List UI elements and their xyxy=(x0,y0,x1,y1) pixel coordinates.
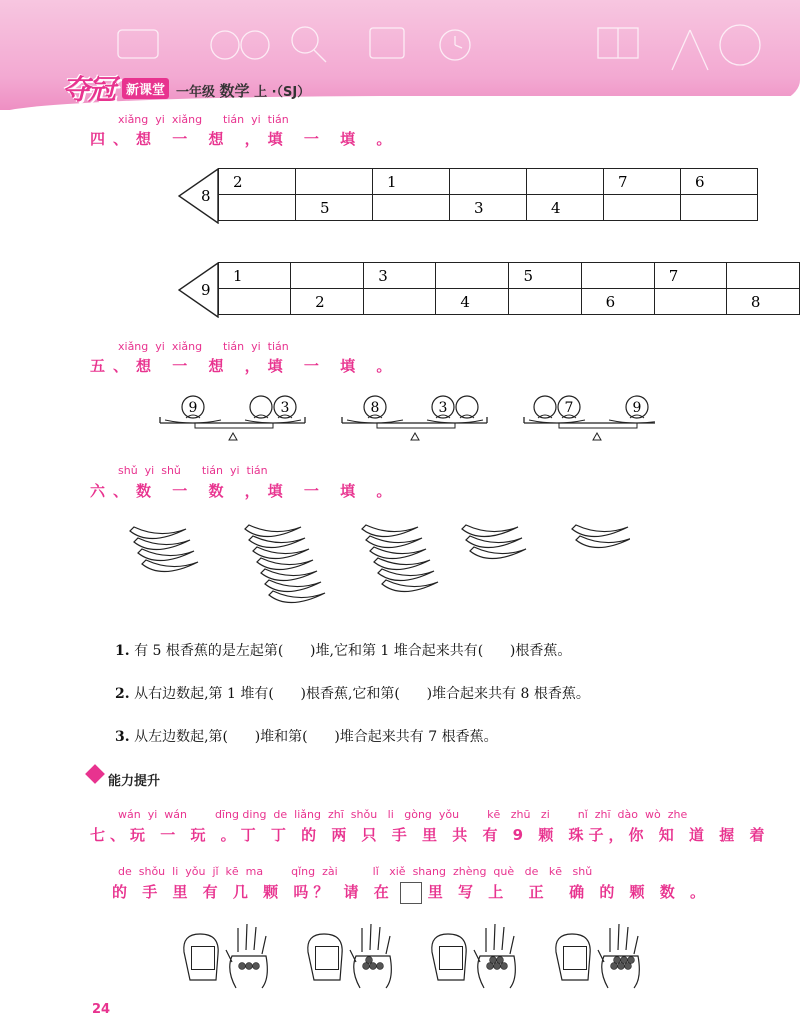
balance-scale xyxy=(524,396,655,440)
house2-cell[interactable]: 7 xyxy=(654,263,726,289)
banana-pile xyxy=(130,527,198,572)
question-2-text: 从右边数起,第 1 堆有( )根香蕉,它和第( )堆合起来共有 8 根香蕉。 xyxy=(134,686,590,702)
house1-cell[interactable]: 4 xyxy=(527,195,604,221)
house2-cell[interactable]: 4 xyxy=(436,289,509,315)
house1-cell[interactable]: 7 xyxy=(604,169,681,195)
banana-icon xyxy=(245,525,301,537)
question-3-number: 3. xyxy=(115,729,130,745)
house2-cell[interactable] xyxy=(509,289,581,315)
balance-scales xyxy=(155,390,655,445)
hand-answer-box-4[interactable] xyxy=(563,946,587,970)
section7-title-2 xyxy=(112,881,710,904)
bead-icon xyxy=(370,963,377,970)
bead-icon xyxy=(628,957,635,964)
house1-cell[interactable]: 6 xyxy=(681,169,758,195)
bead-icon xyxy=(614,957,621,964)
house2-cell[interactable] xyxy=(581,263,654,289)
house2-cell[interactable] xyxy=(726,263,799,289)
banana-pile xyxy=(572,525,630,548)
house1-cell[interactable]: 1 xyxy=(373,169,450,195)
house1-cell[interactable] xyxy=(296,169,373,195)
header-decoration xyxy=(0,0,800,110)
section7-pinyin-1: wán yi wán dīng ding de liǎng zhī shǒu li gòng yǒu kē zhū zi nǐ zhī dào wò zhe xyxy=(118,808,688,821)
house1-cell[interactable]: 5 xyxy=(296,195,373,221)
question-3 xyxy=(115,726,498,746)
open-hand-icon xyxy=(598,924,639,988)
banana-icon xyxy=(257,558,313,570)
banana-icon xyxy=(142,560,198,572)
bead-icon xyxy=(366,957,373,964)
peach-label: 9 xyxy=(188,400,198,416)
banana-icon xyxy=(470,547,526,559)
peach-label: 9 xyxy=(632,400,642,416)
banana-piles xyxy=(110,515,630,615)
banana-icon xyxy=(265,580,321,592)
banana-icon xyxy=(366,536,422,548)
bead-icon xyxy=(497,957,504,964)
question-3-text: 从左边数起,第( )堆和第( )堆合起来共有 7 根香蕉。 xyxy=(134,729,498,745)
house1-roof xyxy=(178,168,220,224)
house2-grid xyxy=(218,262,800,315)
section7-title-2b: 里 写 上 正 确 的 颗 数 。 xyxy=(427,883,711,901)
house2-cell[interactable] xyxy=(436,263,509,289)
section6-title: 六、数 一 数 ，填 一 填 。 xyxy=(90,482,400,500)
open-hand-icon xyxy=(474,924,515,988)
banana-icon xyxy=(374,558,430,570)
banana-pile xyxy=(462,525,526,559)
question-1 xyxy=(115,640,571,660)
house1-cell[interactable] xyxy=(373,195,450,221)
question-2 xyxy=(115,683,590,703)
bead-icon xyxy=(501,963,508,970)
section7-title-2a: 的 手 里 有 几 颗 吗？ 请 在 xyxy=(112,883,394,901)
house2-cell[interactable] xyxy=(291,263,364,289)
banana-pile xyxy=(245,525,325,603)
house1-number: 8 xyxy=(201,187,211,205)
house2-number: 9 xyxy=(201,281,211,299)
bead-icon xyxy=(490,957,497,964)
balance-scale xyxy=(160,396,305,440)
house1-cell[interactable] xyxy=(219,195,296,221)
peach-label: 8 xyxy=(370,400,380,416)
house2-cell[interactable]: 8 xyxy=(726,289,799,315)
banana-icon xyxy=(138,549,194,561)
section7-title-1: 七、玩 一 玩 。丁 丁 的 两 只 手 里 共 有 9 颗 珠子，你 知 道 握 着 xyxy=(90,826,770,844)
banana-icon xyxy=(249,536,305,548)
volume-label: 上 ·（SJ） xyxy=(254,85,311,100)
section4-title: 四、想 一 想 ，填 一 填 。 xyxy=(90,130,400,148)
banana-icon xyxy=(466,536,522,548)
page-number: 24 xyxy=(92,1002,111,1017)
question-1-text: 有 5 根香蕉的是左起第( )堆,它和第 1 堆合起来共有( )根香蕉。 xyxy=(134,643,572,659)
bead-icon xyxy=(253,963,260,970)
open-hand-icon xyxy=(226,924,267,988)
section4-pinyin: xiǎng yi xiǎng tián yi tián xyxy=(118,113,289,126)
house2-cell[interactable] xyxy=(364,289,436,315)
banana-icon xyxy=(269,591,325,603)
house1-grid xyxy=(218,168,758,221)
book-subtitle xyxy=(176,80,310,101)
banana-icon xyxy=(362,525,418,537)
banana-pile xyxy=(362,525,438,592)
banana-icon xyxy=(378,569,434,581)
house2-cell[interactable]: 5 xyxy=(509,263,581,289)
bead-icon xyxy=(239,963,246,970)
brand-logo: 夺冠 xyxy=(62,73,115,106)
section6-pinyin: shǔ yi shǔ tián yi tián xyxy=(118,464,268,477)
house2-roof xyxy=(178,262,220,318)
section5-title: 五、想 一 想 ，填 一 填 。 xyxy=(90,357,400,375)
hand-answer-box-1[interactable] xyxy=(191,946,215,970)
house2-cell[interactable] xyxy=(654,289,726,315)
section7-pinyin-2: de shǒu li yǒu jǐ kē ma qǐng zài lǐ xiě shang zhèng què de kē shǔ xyxy=(118,865,593,878)
grade-label: 一年级 xyxy=(176,85,216,100)
house2-cell[interactable] xyxy=(219,289,291,315)
diamond-icon xyxy=(85,764,105,784)
hand-answer-box-2[interactable] xyxy=(315,946,339,970)
banana-icon xyxy=(134,538,190,550)
question-1-number: 1. xyxy=(115,643,130,659)
peach-label: 7 xyxy=(564,400,574,416)
house1-cell[interactable] xyxy=(681,195,758,221)
house1-cell[interactable]: 2 xyxy=(219,169,296,195)
balance-scale xyxy=(342,396,487,440)
bead-icon xyxy=(377,963,384,970)
banana-icon xyxy=(462,525,518,537)
banana-icon xyxy=(253,547,309,559)
house1-cell[interactable] xyxy=(527,169,604,195)
house1-cell[interactable] xyxy=(450,169,527,195)
brand-badge: 新课堂 xyxy=(122,78,169,99)
banana-icon xyxy=(370,547,426,559)
ability-label: 能力提升 xyxy=(108,774,161,789)
house2-cell[interactable]: 2 xyxy=(291,289,364,315)
banana-icon xyxy=(261,569,317,581)
banana-icon xyxy=(130,527,186,539)
peach-label: 3 xyxy=(280,400,290,416)
house2-cell[interactable]: 1 xyxy=(219,263,291,289)
house2-cell[interactable]: 6 xyxy=(581,289,654,315)
banana-icon xyxy=(572,525,628,537)
hand-answer-box-3[interactable] xyxy=(439,946,463,970)
house1-cell[interactable]: 3 xyxy=(450,195,527,221)
house1-cell[interactable] xyxy=(604,195,681,221)
subject-label: 数学 xyxy=(219,82,250,100)
house2-cell[interactable]: 3 xyxy=(364,263,436,289)
question-2-number: 2. xyxy=(115,686,130,702)
bead-icon xyxy=(621,957,628,964)
peach-label: 3 xyxy=(438,400,448,416)
banana-icon xyxy=(382,580,438,592)
open-hand-icon xyxy=(350,924,391,988)
section5-pinyin: xiǎng yi xiǎng tián yi tián xyxy=(118,340,289,353)
banana-icon xyxy=(576,536,630,548)
answer-box-sample xyxy=(400,882,422,904)
bead-icon xyxy=(246,963,253,970)
